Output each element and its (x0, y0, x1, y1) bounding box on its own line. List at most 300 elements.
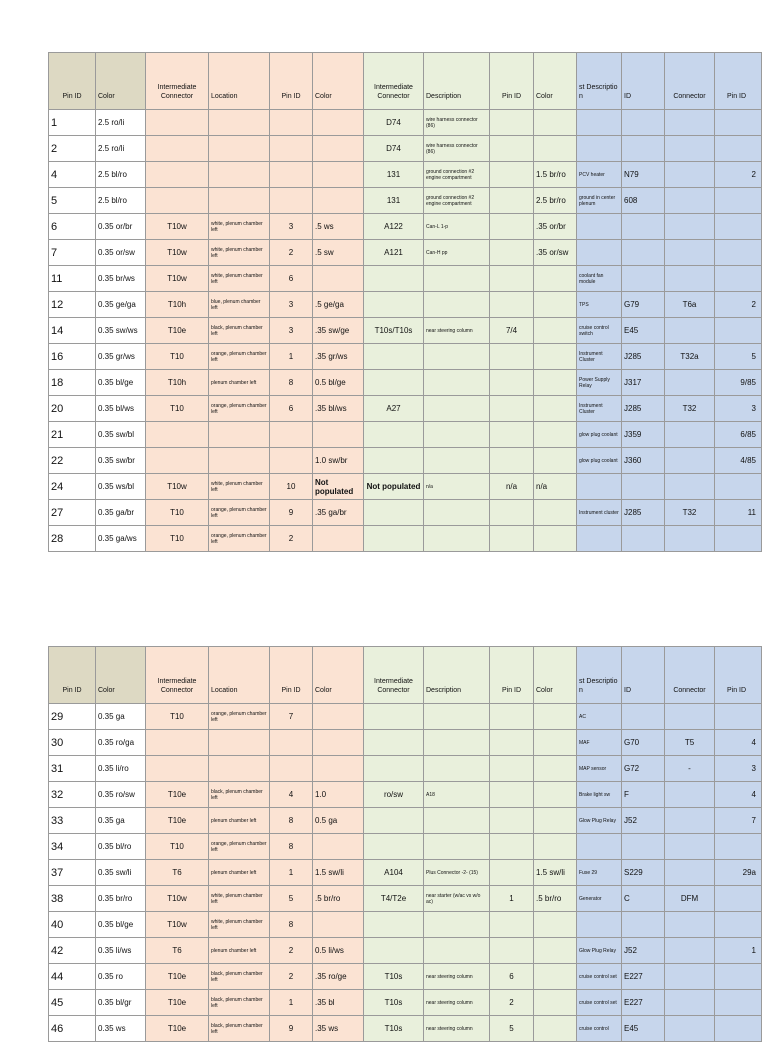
cell-pin-id: 14 (49, 318, 96, 344)
cell-component-pin-id (715, 214, 762, 240)
cell-component-id: G70 (622, 730, 665, 756)
cell-second-pin-id: 1 (490, 886, 534, 912)
cell-intermediate-color: 1.0 sw/br (313, 448, 364, 474)
cell-second-pin-id (490, 808, 534, 834)
cell-component-id: 608 (622, 188, 665, 214)
cell-second-connector (364, 730, 424, 756)
cell-description (424, 834, 490, 860)
cell-wire-color: 0.35 bl/ge (96, 912, 146, 938)
cell-second-color (534, 808, 577, 834)
cell-second-color (534, 396, 577, 422)
cell-wire-color: 0.35 sw/li (96, 860, 146, 886)
cell-pin-id: 6 (49, 214, 96, 240)
cell-component-id: J285 (622, 344, 665, 370)
cell-wire-color: 0.35 or/br (96, 214, 146, 240)
cell-component-pin-id: 5 (715, 344, 762, 370)
cell-location: orange, plenum chamber left (209, 396, 270, 422)
cell-second-color (534, 422, 577, 448)
cell-pin-id: 21 (49, 422, 96, 448)
cell-wire-color: 0.35 sw/br (96, 448, 146, 474)
cell-component-connector: T32 (665, 500, 715, 526)
cell-second-color (534, 136, 577, 162)
cell-component-connector (665, 964, 715, 990)
cell-intermediate-pin-id: 10 (270, 474, 313, 500)
cell-second-pin-id (490, 370, 534, 396)
cell-second-pin-id (490, 110, 534, 136)
cell-location (209, 756, 270, 782)
cell-component-id: N79 (622, 162, 665, 188)
cell-description (424, 756, 490, 782)
cell-second-connector: T10s (364, 1016, 424, 1042)
cell-intermediate-connector: T10e (146, 318, 209, 344)
cell-description: near steering column (424, 964, 490, 990)
cell-description (424, 704, 490, 730)
cell-component-connector (665, 162, 715, 188)
cell-component-connector: T32a (665, 344, 715, 370)
cell-second-color (534, 344, 577, 370)
cell-wire-color: 2.5 bl/ro (96, 188, 146, 214)
header-component-id: ID (622, 647, 665, 704)
header-intermediate-color: Color (313, 53, 364, 110)
cell-component-id: J285 (622, 500, 665, 526)
cell-intermediate-pin-id (270, 162, 313, 188)
header-second-color: Color (534, 53, 577, 110)
table-row (49, 730, 762, 756)
cell-second-color (534, 912, 577, 938)
cell-description: wire harness connector (86) (424, 110, 490, 136)
cell-component-description: MAF (577, 730, 622, 756)
cell-wire-color: 0.35 ge/ga (96, 292, 146, 318)
cell-intermediate-color (313, 266, 364, 292)
cell-second-connector: T4/T2e (364, 886, 424, 912)
cell-second-connector: T10s (364, 990, 424, 1016)
cell-description (424, 808, 490, 834)
cell-component-description (577, 474, 622, 500)
table-row (49, 526, 762, 552)
cell-second-color: 2.5 br/ro (534, 188, 577, 214)
cell-intermediate-color (313, 136, 364, 162)
cell-intermediate-pin-id: 8 (270, 834, 313, 860)
cell-wire-color: 2.5 ro/li (96, 136, 146, 162)
header-intermediate-pin-id: Pin ID (270, 53, 313, 110)
cell-second-pin-id (490, 704, 534, 730)
table-row (49, 344, 762, 370)
header-component-description: st Descriptio n (577, 53, 622, 110)
cell-component-connector (665, 704, 715, 730)
cell-intermediate-connector: T10 (146, 500, 209, 526)
cell-intermediate-connector (146, 756, 209, 782)
cell-intermediate-color (313, 526, 364, 552)
cell-second-connector: 131 (364, 162, 424, 188)
cell-component-description: Glow Plug Relay (577, 808, 622, 834)
cell-intermediate-color: .35 sw/ge (313, 318, 364, 344)
cell-component-id (622, 240, 665, 266)
header-description: Description (424, 53, 490, 110)
header-location: Location (209, 53, 270, 110)
cell-description: Can-L 1-p (424, 214, 490, 240)
cell-intermediate-pin-id: 2 (270, 938, 313, 964)
header-component-pin-id: Pin ID (715, 647, 762, 704)
cell-intermediate-pin-id: 7 (270, 704, 313, 730)
cell-pin-id: 28 (49, 526, 96, 552)
cell-description: ground connection #2 engine compartment (424, 188, 490, 214)
cell-component-connector (665, 214, 715, 240)
cell-description (424, 422, 490, 448)
cell-second-pin-id (490, 240, 534, 266)
cell-intermediate-color (313, 834, 364, 860)
cell-pin-id: 37 (49, 860, 96, 886)
cell-description (424, 292, 490, 318)
cell-component-description: Instrument cluster (577, 500, 622, 526)
cell-second-color (534, 110, 577, 136)
cell-location (209, 448, 270, 474)
cell-second-color (534, 318, 577, 344)
cell-intermediate-connector (146, 188, 209, 214)
cell-description: Can-H pp (424, 240, 490, 266)
cell-location (209, 162, 270, 188)
cell-component-id: E227 (622, 964, 665, 990)
cell-second-color: 1.5 sw/li (534, 860, 577, 886)
cell-component-description (577, 214, 622, 240)
cell-component-id (622, 110, 665, 136)
cell-intermediate-connector: T6 (146, 860, 209, 886)
cell-pin-id: 11 (49, 266, 96, 292)
cell-intermediate-connector (146, 162, 209, 188)
cell-component-pin-id (715, 474, 762, 500)
cell-component-connector: DFM (665, 886, 715, 912)
cell-intermediate-color (313, 188, 364, 214)
header-second-pin-id: Pin ID (490, 647, 534, 704)
cell-location: orange, plenum chamber left (209, 834, 270, 860)
cell-component-description: cruise control switch (577, 318, 622, 344)
cell-pin-id: 45 (49, 990, 96, 1016)
cell-component-pin-id: 9/85 (715, 370, 762, 396)
cell-intermediate-connector (146, 422, 209, 448)
table-row (49, 834, 762, 860)
table-row (49, 214, 762, 240)
cell-component-pin-id: 1 (715, 938, 762, 964)
cell-intermediate-connector: T6 (146, 938, 209, 964)
cell-intermediate-color (313, 730, 364, 756)
cell-second-pin-id: 7/4 (490, 318, 534, 344)
table-row (49, 370, 762, 396)
cell-component-id: J52 (622, 808, 665, 834)
cell-intermediate-connector: T10w (146, 912, 209, 938)
cell-second-connector (364, 938, 424, 964)
cell-component-connector: T5 (665, 730, 715, 756)
header-intermediate-pin-id: Pin ID (270, 647, 313, 704)
cell-component-connector: - (665, 756, 715, 782)
cell-second-connector (364, 266, 424, 292)
cell-description: Plus Connector -2- (15) (424, 860, 490, 886)
cell-component-pin-id: 4/85 (715, 448, 762, 474)
cell-wire-color: 2.5 ro/li (96, 110, 146, 136)
cell-component-pin-id (715, 886, 762, 912)
cell-second-pin-id: 5 (490, 1016, 534, 1042)
cell-description: near steering column (424, 318, 490, 344)
cell-intermediate-connector (146, 110, 209, 136)
table-row (49, 396, 762, 422)
cell-second-color (534, 834, 577, 860)
cell-location: white, plenum chamber left (209, 240, 270, 266)
header-description: Description (424, 647, 490, 704)
cell-second-color (534, 990, 577, 1016)
cell-second-connector (364, 704, 424, 730)
cell-description: wire harness connector (86) (424, 136, 490, 162)
cell-component-id: J360 (622, 448, 665, 474)
cell-component-id (622, 474, 665, 500)
cell-component-id: J359 (622, 422, 665, 448)
cell-intermediate-pin-id: 6 (270, 266, 313, 292)
cell-intermediate-connector: T10e (146, 990, 209, 1016)
cell-location: plenum chamber left (209, 370, 270, 396)
cell-intermediate-color: .5 ge/ga (313, 292, 364, 318)
cell-component-id (622, 834, 665, 860)
cell-pin-id: 1 (49, 110, 96, 136)
cell-location: black, plenum chamber left (209, 990, 270, 1016)
cell-second-pin-id (490, 912, 534, 938)
cell-intermediate-pin-id: 2 (270, 240, 313, 266)
cell-intermediate-pin-id: 6 (270, 396, 313, 422)
cell-component-description: glow plug coolant (577, 448, 622, 474)
table-row (49, 964, 762, 990)
cell-pin-id: 46 (49, 1016, 96, 1042)
cell-second-connector: ro/sw (364, 782, 424, 808)
cell-wire-color: 0.35 bl/ge (96, 370, 146, 396)
cell-component-connector (665, 912, 715, 938)
cell-wire-color: 0.35 ro/ga (96, 730, 146, 756)
cell-description (424, 912, 490, 938)
cell-pin-id: 42 (49, 938, 96, 964)
table-row (49, 886, 762, 912)
cell-component-pin-id (715, 912, 762, 938)
cell-location: plenum chamber left (209, 938, 270, 964)
cell-location: plenum chamber left (209, 860, 270, 886)
header-row (49, 647, 762, 704)
cell-intermediate-connector: T10h (146, 292, 209, 318)
cell-second-color (534, 756, 577, 782)
cell-location: white, plenum chamber left (209, 266, 270, 292)
cell-location: black, plenum chamber left (209, 964, 270, 990)
cell-wire-color: 0.35 ga/br (96, 500, 146, 526)
cell-intermediate-color: 1.5 sw/li (313, 860, 364, 886)
cell-intermediate-pin-id: 8 (270, 808, 313, 834)
cell-component-id: J317 (622, 370, 665, 396)
pinout-table-2 (48, 646, 762, 1042)
header-wire-color: Color (96, 53, 146, 110)
cell-second-color (534, 266, 577, 292)
cell-intermediate-connector: T10 (146, 834, 209, 860)
cell-pin-id: 34 (49, 834, 96, 860)
cell-description: ground connection #2 engine compartment (424, 162, 490, 188)
cell-component-id: C (622, 886, 665, 912)
header-component-connector: Connector (665, 53, 715, 110)
header-component-description: st Descriptio n (577, 647, 622, 704)
cell-description (424, 730, 490, 756)
cell-pin-id: 22 (49, 448, 96, 474)
cell-second-color (534, 782, 577, 808)
cell-component-pin-id (715, 266, 762, 292)
cell-component-pin-id (715, 526, 762, 552)
table-row (49, 110, 762, 136)
cell-intermediate-pin-id: 1 (270, 344, 313, 370)
cell-second-color (534, 500, 577, 526)
cell-second-connector (364, 834, 424, 860)
cell-intermediate-connector: T10w (146, 474, 209, 500)
cell-second-pin-id (490, 730, 534, 756)
cell-intermediate-color: .5 br/ro (313, 886, 364, 912)
cell-second-connector (364, 422, 424, 448)
cell-pin-id: 40 (49, 912, 96, 938)
cell-location (209, 110, 270, 136)
cell-second-connector: A27 (364, 396, 424, 422)
cell-intermediate-color: .35 gr/ws (313, 344, 364, 370)
cell-component-description: cruise control (577, 1016, 622, 1042)
cell-component-id (622, 912, 665, 938)
cell-component-description: ground in center plenum (577, 188, 622, 214)
cell-second-pin-id (490, 782, 534, 808)
cell-wire-color: 0.35 sw/ws (96, 318, 146, 344)
cell-description: A18 (424, 782, 490, 808)
cell-component-connector (665, 474, 715, 500)
cell-second-pin-id (490, 396, 534, 422)
cell-second-connector (364, 526, 424, 552)
cell-component-description: Generator (577, 886, 622, 912)
cell-second-connector: A121 (364, 240, 424, 266)
cell-component-description: Instrument Cluster (577, 396, 622, 422)
cell-intermediate-connector (146, 448, 209, 474)
cell-second-pin-id (490, 136, 534, 162)
cell-wire-color: 0.35 bl/ro (96, 834, 146, 860)
cell-intermediate-color: .5 ws (313, 214, 364, 240)
header-intermediate-connector: Intermediate Connector (146, 53, 209, 110)
cell-second-color (534, 448, 577, 474)
cell-pin-id: 2 (49, 136, 96, 162)
cell-second-pin-id (490, 756, 534, 782)
cell-component-connector (665, 266, 715, 292)
table-row (49, 782, 762, 808)
cell-wire-color: 0.35 br/ws (96, 266, 146, 292)
cell-component-description: MAP sensor (577, 756, 622, 782)
cell-component-description: Glow Plug Relay (577, 938, 622, 964)
cell-component-pin-id: 2 (715, 292, 762, 318)
cell-component-pin-id: 4 (715, 782, 762, 808)
cell-component-description: AC (577, 704, 622, 730)
header-second-connector: Intermediate Connector (364, 647, 424, 704)
cell-second-color (534, 526, 577, 552)
table-row (49, 162, 762, 188)
cell-component-connector (665, 834, 715, 860)
cell-wire-color: 0.35 ro (96, 964, 146, 990)
cell-component-pin-id: 3 (715, 756, 762, 782)
table-row (49, 704, 762, 730)
cell-intermediate-color (313, 756, 364, 782)
cell-location: black, plenum chamber left (209, 782, 270, 808)
cell-location (209, 136, 270, 162)
cell-component-pin-id (715, 188, 762, 214)
table-row (49, 136, 762, 162)
cell-second-pin-id (490, 422, 534, 448)
cell-intermediate-pin-id: 8 (270, 912, 313, 938)
cell-component-description: Power Supply Relay (577, 370, 622, 396)
cell-component-pin-id: 4 (715, 730, 762, 756)
cell-second-pin-id (490, 162, 534, 188)
cell-intermediate-connector: T10 (146, 526, 209, 552)
cell-pin-id: 24 (49, 474, 96, 500)
header-location: Location (209, 647, 270, 704)
cell-intermediate-connector: T10e (146, 782, 209, 808)
cell-second-connector: A122 (364, 214, 424, 240)
cell-description (424, 448, 490, 474)
cell-second-color (534, 964, 577, 990)
table-row (49, 860, 762, 886)
cell-component-description: Fuse 29 (577, 860, 622, 886)
cell-component-id (622, 526, 665, 552)
cell-component-id: J285 (622, 396, 665, 422)
cell-component-pin-id: 29a (715, 860, 762, 886)
cell-location: black, plenum chamber left (209, 318, 270, 344)
header-second-pin-id: Pin ID (490, 53, 534, 110)
cell-component-pin-id: 7 (715, 808, 762, 834)
cell-description (424, 370, 490, 396)
cell-wire-color: 0.35 ga (96, 808, 146, 834)
cell-second-color: n/a (534, 474, 577, 500)
cell-component-connector (665, 526, 715, 552)
cell-component-description: PCV heater (577, 162, 622, 188)
cell-pin-id: 4 (49, 162, 96, 188)
cell-second-pin-id (490, 500, 534, 526)
cell-pin-id: 31 (49, 756, 96, 782)
cell-intermediate-connector: T10h (146, 370, 209, 396)
cell-description (424, 938, 490, 964)
cell-location: orange, plenum chamber left (209, 344, 270, 370)
table-row (49, 912, 762, 938)
cell-intermediate-pin-id: 2 (270, 526, 313, 552)
cell-description (424, 266, 490, 292)
cell-intermediate-pin-id (270, 448, 313, 474)
table-row (49, 1016, 762, 1042)
table-row (49, 990, 762, 1016)
cell-second-pin-id: 6 (490, 964, 534, 990)
cell-second-color (534, 730, 577, 756)
cell-description (424, 500, 490, 526)
cell-second-connector (364, 756, 424, 782)
cell-wire-color: 0.35 sw/bl (96, 422, 146, 448)
header-intermediate-color: Color (313, 647, 364, 704)
cell-intermediate-color (313, 422, 364, 448)
cell-component-pin-id (715, 964, 762, 990)
cell-second-connector (364, 292, 424, 318)
cell-intermediate-color: .35 bl/ws (313, 396, 364, 422)
cell-wire-color: 0.35 bl/gr (96, 990, 146, 1016)
cell-pin-id: 32 (49, 782, 96, 808)
cell-description (424, 396, 490, 422)
cell-wire-color: 0.35 ga/ws (96, 526, 146, 552)
cell-component-id: F (622, 782, 665, 808)
cell-component-description (577, 240, 622, 266)
cell-component-pin-id: 3 (715, 396, 762, 422)
cell-component-id (622, 214, 665, 240)
cell-component-description (577, 110, 622, 136)
table-row (49, 266, 762, 292)
cell-second-color (534, 1016, 577, 1042)
table-row (49, 318, 762, 344)
cell-wire-color: 0.35 ro/sw (96, 782, 146, 808)
cell-intermediate-color: .35 ro/ge (313, 964, 364, 990)
cell-intermediate-connector: T10 (146, 396, 209, 422)
cell-intermediate-connector: T10w (146, 240, 209, 266)
cell-component-connector: T6a (665, 292, 715, 318)
